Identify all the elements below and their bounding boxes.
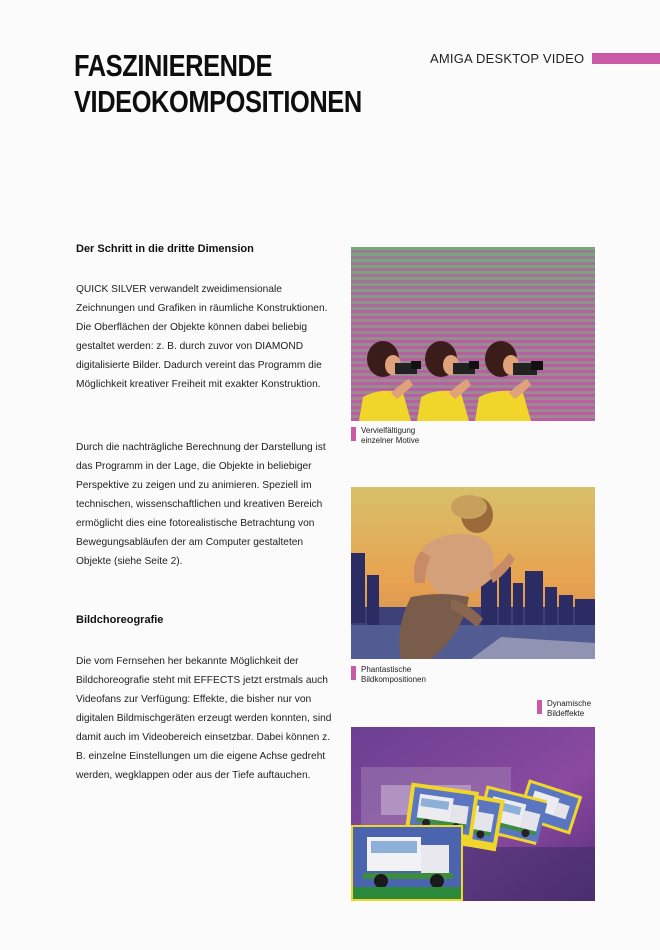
paragraph-effects: Die vom Fernsehen her bekannte Möglichkeit der Bildchoreografie steht mit EFFECTS jetzt erstmals auch Videofans zur Verfügung: Effekte, die bisher nur von digitalen Bildmischgeräten erzeugt werden konnten, sind damit auch im Videobereich einsetzbar. Dabei können z. B. einzelne Einstellungen um die eigene Achse gedreht werden, wegklappen oder aus der Tiefe auftauchen. bbox=[76, 656, 332, 781]
paragraph-quicksilver: QUICK SILVER verwandelt zweidimensionale Zeichnungen und Grafiken in räumliche Konstruktionen. Die Oberflächen der Objekte können dabei beliebig gestaltet werden: z. B. durch zuvor von DIAMOND digitalisierte Bilder. Dadurch vereint das Programm die Möglichkeit kreativer Freiheit mit exakter Konstruktion. bbox=[76, 284, 328, 390]
caption-image-2 bbox=[351, 665, 426, 685]
caption-line: Vervielfältigung bbox=[361, 426, 416, 435]
page-title-line-1: FASZINIERENDE bbox=[74, 48, 273, 83]
caption-line: Dynamische bbox=[547, 699, 592, 708]
section-label: AMIGA DESKTOP VIDEO bbox=[430, 51, 585, 66]
caption-image-3 bbox=[537, 699, 591, 719]
image-dynamic-effects bbox=[351, 727, 595, 901]
caption-line: einzelner Motive bbox=[361, 436, 420, 445]
image-replicated-motifs bbox=[351, 247, 595, 421]
caption-image-1 bbox=[351, 426, 419, 446]
page-title-line-2: VIDEOKOMPOSITIONEN bbox=[74, 84, 362, 119]
caption-marker bbox=[537, 700, 542, 714]
section-accent-bar bbox=[592, 53, 660, 64]
caption-marker bbox=[351, 427, 356, 441]
page-title bbox=[74, 48, 362, 120]
section-heading-3d: Der Schritt in die dritte Dimension bbox=[76, 243, 254, 255]
caption-line: Phantastische bbox=[361, 665, 412, 674]
paragraph-perspective: Durch die nachträgliche Berechnung der Darstellung ist das Programm in der Lage, die Objekte in beliebiger Perspektive zu zeigen und zu animieren. Speziell im technischen, wissenschaftlichen und kreativen Bereich ermöglicht dies eine fotorealistische Betrachtung von Bewegungsabläufen der am Computer gestalteten Objekte (siehe Seite 2). bbox=[76, 442, 326, 567]
caption-line: Bildkompositionen bbox=[361, 675, 426, 684]
image-fantastic-composition bbox=[351, 487, 595, 659]
section-heading-choreography: Bildchoreografie bbox=[76, 614, 164, 626]
caption-marker bbox=[351, 666, 356, 680]
caption-line: Bildeffekte bbox=[547, 709, 585, 718]
